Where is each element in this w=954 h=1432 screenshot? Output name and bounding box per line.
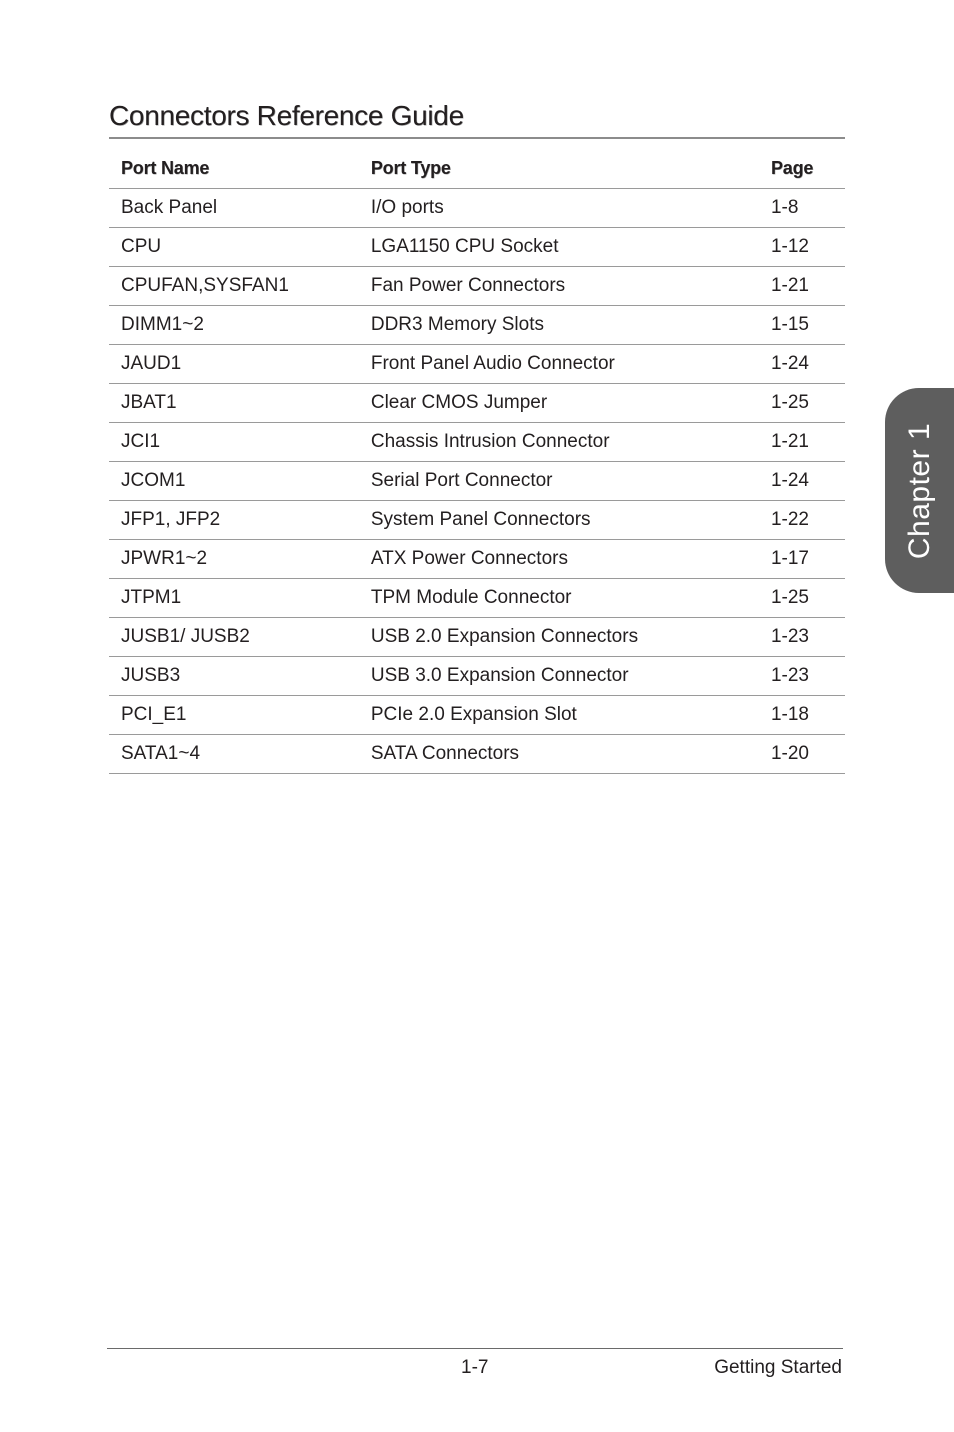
table-header-row	[109, 149, 845, 189]
table-row	[109, 423, 845, 462]
cell-port-type: Fan Power Connectors	[359, 267, 759, 306]
cell-page: 1-17	[759, 540, 845, 579]
table-body	[109, 189, 845, 774]
cell-port-name: CPUFAN,SYSFAN1	[109, 267, 359, 306]
cell-port-type: I/O ports	[359, 189, 759, 228]
cell-page: 1-22	[759, 501, 845, 540]
cell-port-name: JCOM1	[109, 462, 359, 501]
cell-page: 1-8	[759, 189, 845, 228]
cell-page: 1-21	[759, 267, 845, 306]
table-row	[109, 267, 845, 306]
cell-port-type: Chassis Intrusion Connector	[359, 423, 759, 462]
cell-port-name: JUSB3	[109, 657, 359, 696]
cell-port-type: Clear CMOS Jumper	[359, 384, 759, 423]
cell-port-type: System Panel Connectors	[359, 501, 759, 540]
cell-page: 1-15	[759, 306, 845, 345]
page-title: Connectors Reference Guide	[109, 100, 464, 131]
cell-port-type: USB 2.0 Expansion Connectors	[359, 618, 759, 657]
cell-page: 1-18	[759, 696, 845, 735]
cell-port-type: DDR3 Memory Slots	[359, 306, 759, 345]
connectors-table	[109, 149, 845, 774]
cell-port-type: ATX Power Connectors	[359, 540, 759, 579]
cell-port-name: JAUD1	[109, 345, 359, 384]
cell-port-type: Serial Port Connector	[359, 462, 759, 501]
footer-section-title: Getting Started	[714, 1357, 842, 1378]
chapter-tab-label: Chapter 1	[902, 422, 936, 559]
cell-port-name: DIMM1~2	[109, 306, 359, 345]
header-port-type: Port Type	[359, 149, 759, 189]
table-row	[109, 540, 845, 579]
table-row	[109, 306, 845, 345]
table-row	[109, 228, 845, 267]
cell-port-name: JBAT1	[109, 384, 359, 423]
cell-page: 1-12	[759, 228, 845, 267]
table-row	[109, 696, 845, 735]
chapter-tab	[885, 388, 954, 593]
cell-port-name: PCI_E1	[109, 696, 359, 735]
cell-port-type: USB 3.0 Expansion Connector	[359, 657, 759, 696]
table-row	[109, 735, 845, 774]
cell-page: 1-20	[759, 735, 845, 774]
cell-port-name: JTPM1	[109, 579, 359, 618]
cell-port-name: JFP1, JFP2	[109, 501, 359, 540]
cell-page: 1-24	[759, 345, 845, 384]
cell-page: 1-23	[759, 618, 845, 657]
table-row	[109, 501, 845, 540]
cell-port-type: TPM Module Connector	[359, 579, 759, 618]
footer-page-number: 1-7	[461, 1357, 489, 1378]
cell-port-type: Front Panel Audio Connector	[359, 345, 759, 384]
table-row	[109, 618, 845, 657]
cell-port-name: Back Panel	[109, 189, 359, 228]
table-row	[109, 462, 845, 501]
cell-page: 1-25	[759, 384, 845, 423]
title-divider	[109, 137, 845, 139]
cell-port-type: PCIe 2.0 Expansion Slot	[359, 696, 759, 735]
table-row	[109, 345, 845, 384]
cell-port-type: LGA1150 CPU Socket	[359, 228, 759, 267]
cell-port-name: JPWR1~2	[109, 540, 359, 579]
cell-page: 1-25	[759, 579, 845, 618]
cell-port-name: JUSB1/ JUSB2	[109, 618, 359, 657]
footer-divider	[107, 1348, 843, 1349]
header-port-name: Port Name	[109, 149, 359, 189]
table-row	[109, 189, 845, 228]
cell-port-name: JCI1	[109, 423, 359, 462]
cell-page: 1-24	[759, 462, 845, 501]
cell-port-type: SATA Connectors	[359, 735, 759, 774]
cell-port-name: CPU	[109, 228, 359, 267]
cell-page: 1-23	[759, 657, 845, 696]
header-page: Page	[759, 149, 845, 189]
table-row	[109, 579, 845, 618]
cell-port-name: SATA1~4	[109, 735, 359, 774]
table-row	[109, 384, 845, 423]
cell-page: 1-21	[759, 423, 845, 462]
table-row	[109, 657, 845, 696]
